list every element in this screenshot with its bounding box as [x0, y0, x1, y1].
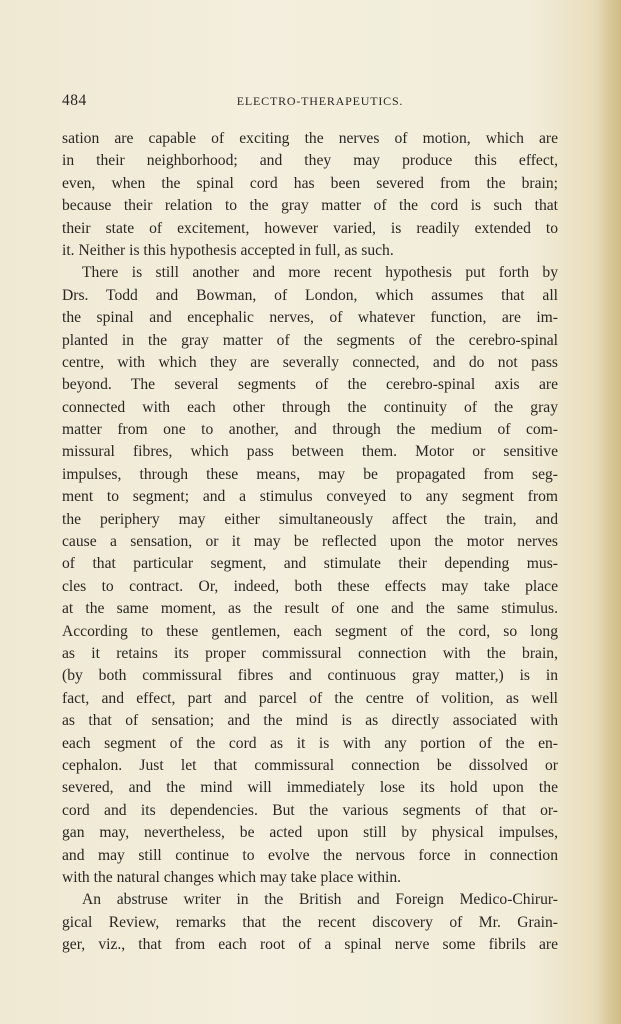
text-line: cles to contract. Or, indeed, both these effects may take place: [62, 577, 558, 595]
text-line: cord and its dependencies. But the various segments of that or-: [62, 801, 558, 819]
text-line: ment to segment; and a stimulus conveyed to any segment from: [62, 488, 558, 506]
text-line: fact, and effect, part and parcel of the centre of volition, as well: [62, 689, 558, 707]
text-line: matter from one to another, and through the medium of com-: [62, 421, 558, 439]
text-line: even, when the spinal cord has been severed from the brain;: [62, 174, 558, 192]
text-line: and may still continue to evolve the nervous force in connection: [62, 846, 558, 864]
text-line: sation are capable of exciting the nerves of motion, which are: [62, 130, 558, 147]
text-line: their state of excitement, however varied, is readily extended to: [62, 219, 558, 237]
body-text: [62, 128, 558, 956]
page-edge-shadow: [599, 0, 621, 1024]
text-line: at the same moment, as the result of one and the same stimulus.: [62, 600, 558, 618]
text-line: the spinal and encephalic nerves, of whatever function, are im-: [62, 309, 558, 327]
text-line: missural fibres, which pass between them. Motor or sensitive: [62, 443, 558, 461]
page-number: 484: [62, 92, 87, 109]
text-line: it. Neither is this hypothesis accepted in full, as such.: [62, 241, 394, 259]
text-line: Drs. Todd and Bowman, of London, which assumes that all: [62, 286, 558, 304]
text-line: impulses, through these means, may be propagated from seg-: [62, 465, 558, 483]
text-line: ger, viz., that from each root of a spinal nerve some fibrils are: [62, 936, 558, 954]
text-line: as that of sensation; and the mind is as directly associated with: [62, 712, 558, 730]
text-line: gical Review, remarks that the recent discovery of Mr. Grain-: [62, 913, 558, 931]
text-line: connected with each other through the continuity of the gray: [62, 398, 558, 416]
text-line: beyond. The several segments of the cerebro-spinal axis are: [62, 376, 558, 394]
page-header: [62, 92, 558, 112]
text-line: (by both commissural fibres and continuous gray matter,) is in: [62, 667, 558, 685]
text-line: each segment of the cord as it is with any portion of the en-: [62, 734, 558, 752]
text-line: gan may, nevertheless, be acted upon still by physical impulses,: [62, 824, 558, 842]
text-line: cause a sensation, or it may be reflected upon the motor nerves: [62, 533, 558, 551]
text-line: planted in the gray matter of the segments of the cerebro-spinal: [62, 331, 558, 349]
text-line: of that particular segment, and stimulate their depending mus-: [62, 555, 558, 573]
text-line: because their relation to the gray matter of the cord is such that: [62, 197, 558, 215]
text-line: According to these gentlemen, each segment of the cord, so long: [62, 622, 558, 640]
text-line: as it retains its proper commissural connection with the brain,: [62, 644, 558, 662]
text-line: An abstruse writer in the British and Foreign Medico-Chirur-: [82, 891, 558, 909]
text-line: There is still another and more recent hypothesis put forth by: [82, 264, 558, 282]
text-line: severed, and the mind will immediately lose its hold upon the: [62, 779, 558, 797]
text-line: cephalon. Just let that commissural connection be dissolved or: [62, 756, 558, 774]
text-line: with the natural changes which may take place within.: [62, 868, 402, 886]
text-line: centre, with which they are severally connected, and do not pass: [62, 353, 558, 371]
running-head: ELECTRO-THERAPEUTICS.: [236, 94, 404, 108]
text-line: the periphery may either simultaneously affect the train, and: [62, 510, 558, 528]
text-line: in their neighborhood; and they may produce this effect,: [62, 152, 558, 170]
